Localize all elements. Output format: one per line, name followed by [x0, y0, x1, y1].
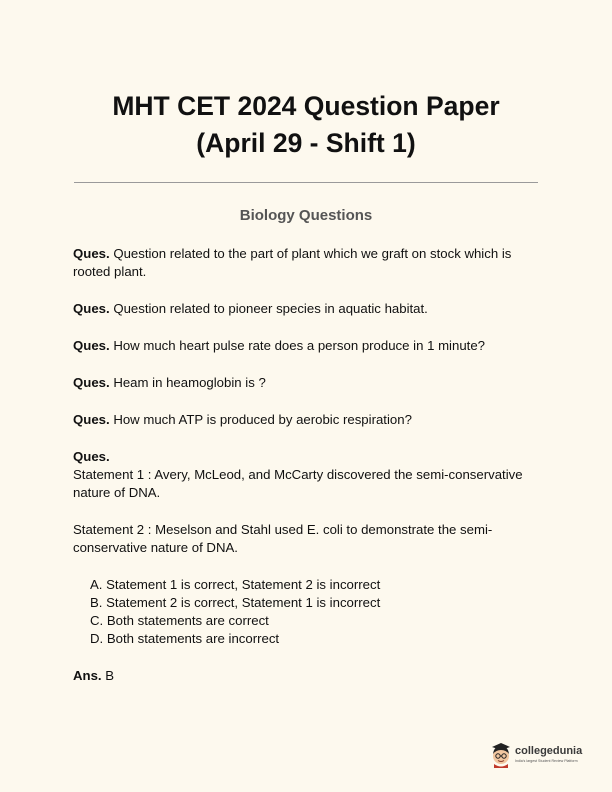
answer — [73, 667, 543, 685]
statement-question — [73, 448, 543, 685]
question-text: Question related to pioneer species in aquatic habitat. — [109, 301, 428, 316]
statement-2: Statement 2 : Meselson and Stahl used E. coli to demonstrate the semi-conservative nature of DNA. — [73, 522, 493, 555]
logo-tagline: India's largest Student Review Platform — [515, 759, 578, 763]
question-1 — [73, 245, 543, 281]
option-c: C. Both statements are correct — [90, 613, 269, 628]
question-label: Ques. — [73, 338, 110, 353]
title-line-1: MHT CET 2024 Question Paper — [112, 91, 500, 121]
question-list — [73, 245, 543, 704]
statement-1: Statement 1 : Avery, McLeod, and McCarty discovered the semi-conservative nature of DNA. — [73, 467, 523, 500]
statement-question-label: Ques. — [73, 449, 110, 464]
section-heading: Biology Questions — [239, 207, 373, 224]
question-2 — [73, 300, 543, 318]
collegedunia-logo — [490, 742, 590, 772]
question-label: Ques. — [73, 375, 110, 390]
question-label: Ques. — [73, 246, 110, 261]
question-3 — [73, 337, 543, 355]
question-4 — [73, 374, 543, 392]
question-label: Ques. — [73, 412, 110, 427]
answer-label: Ans. — [73, 668, 102, 683]
logo-name: collegedunia — [515, 745, 583, 757]
title-divider — [74, 182, 538, 183]
question-5 — [73, 411, 543, 429]
option-a: A. Statement 1 is correct, Statement 2 is incorrect — [90, 577, 381, 592]
question-text: How much heart pulse rate does a person produce in 1 minute? — [109, 338, 485, 353]
question-text: Heam in heamoglobin is ? — [109, 375, 266, 390]
answer-value: B — [101, 668, 115, 683]
question-text: How much ATP is produced by aerobic respiration? — [109, 412, 412, 427]
option-b: B. Statement 2 is correct, Statement 1 is incorrect — [90, 595, 381, 610]
option-d: D. Both statements are incorrect — [90, 631, 280, 646]
page-title — [0, 88, 612, 162]
student-face-icon — [490, 742, 512, 768]
answer-options — [90, 576, 543, 648]
question-label: Ques. — [73, 301, 110, 316]
title-line-2: (April 29 - Shift 1) — [196, 128, 416, 158]
question-text: Question related to the part of plant which we graft on stock which is rooted plant. — [73, 246, 512, 279]
